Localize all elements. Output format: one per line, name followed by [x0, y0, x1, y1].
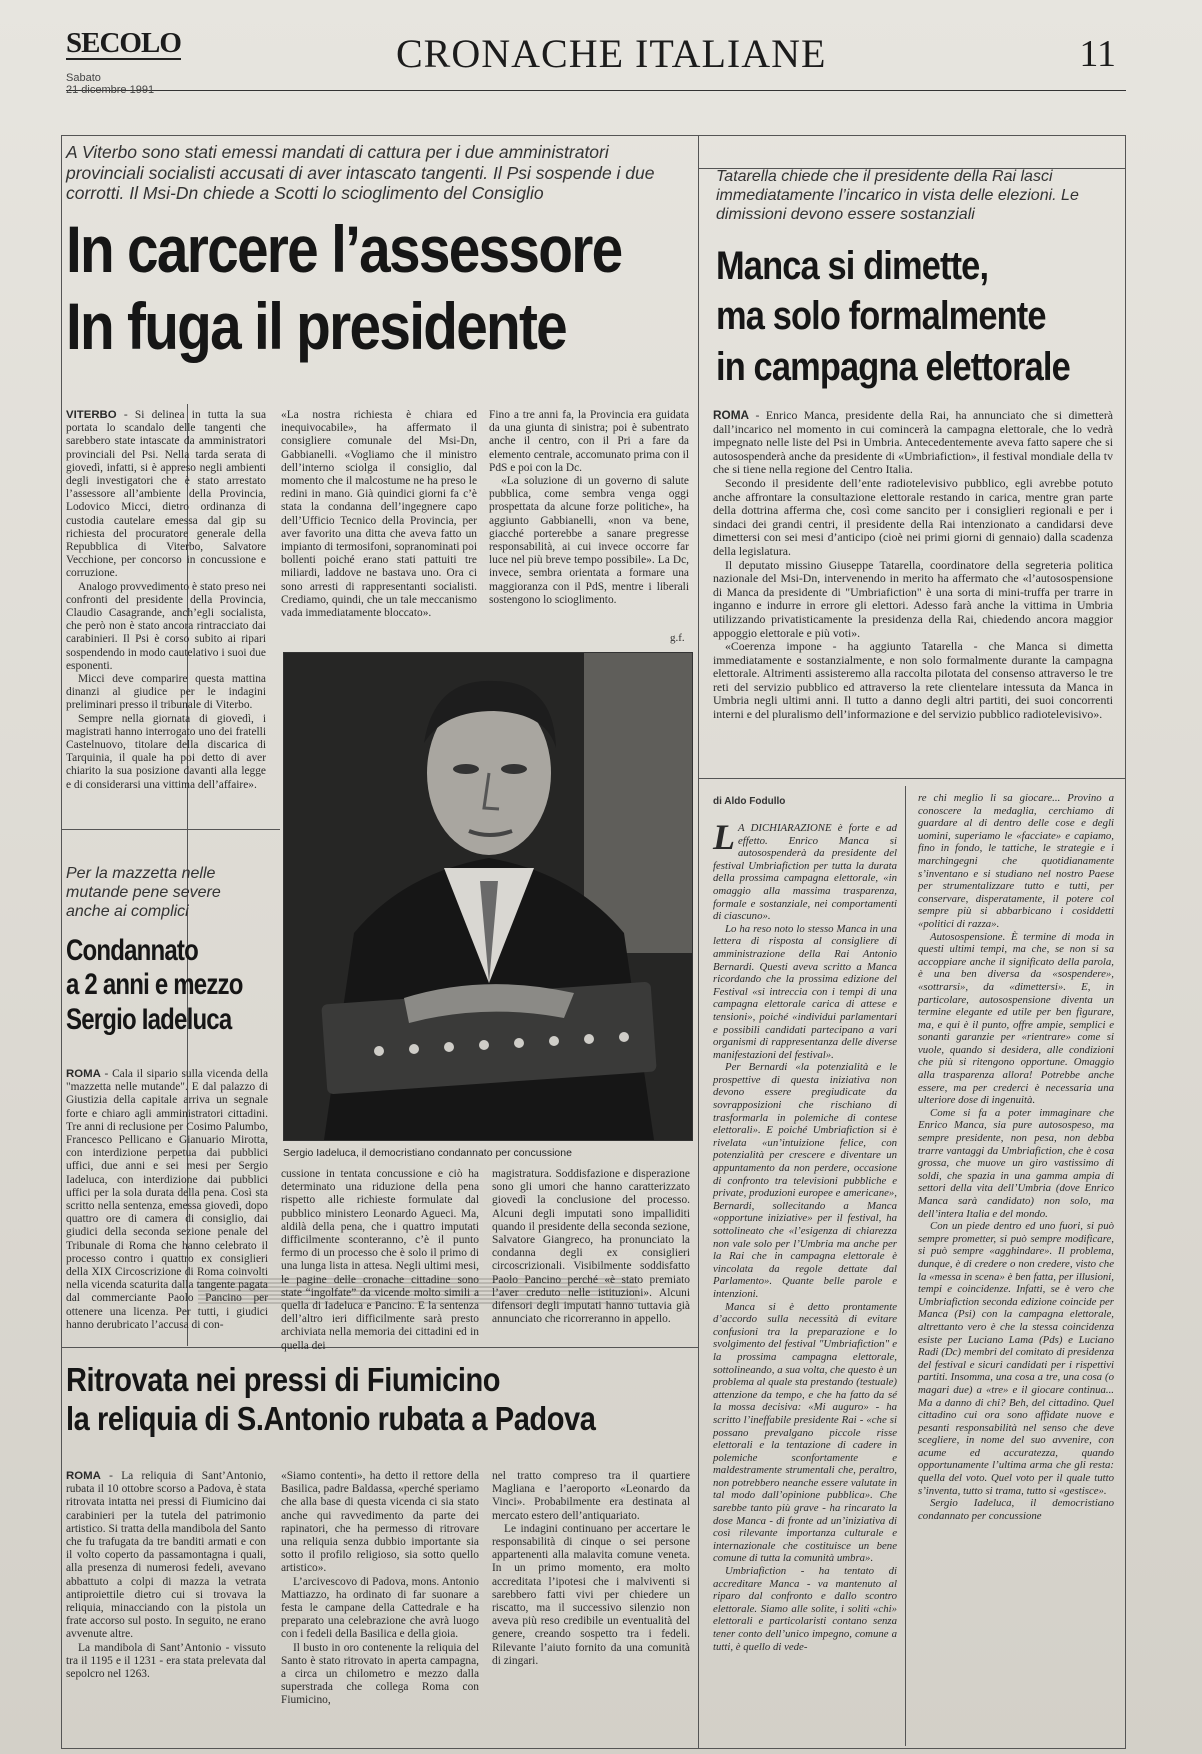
- issue-date: [66, 72, 154, 96]
- paragraph: Come si fa a poter immaginare che Enrico Manca, sia pure autosospeso, ma sempre presidente, non pesa, non debba trarre vantaggi da Umbriafiction, che è cosa grossa, che muove un giro vastissimo di soldi, che spazia in una gamma ampia di settori della vita dell’Umbria (dove Enrico Manca sarà candidato) non solo, ma dell’intera Italia e del mondo.: [918, 1106, 1114, 1220]
- right-title-line3: in campagna elettorale: [716, 345, 1070, 389]
- paragraph: nel tratto compreso tra il quartiere Magliana e l’aeroporto «Leonardo da Vinci». Probabilmente era destinata al mercato estero dell’antiquariato.: [492, 1470, 690, 1522]
- issue-day: Sabato: [66, 72, 101, 84]
- paragraph: La mandibola di Sant’Antonio - vissuto tra il 1195 e il 1231 - era stata prelevata dal sepolcro nel 1263.: [66, 1641, 266, 1681]
- second-kicker: Per la mazzetta nelle mutande pene severe anche ai complici: [66, 865, 221, 920]
- main-col-2: [281, 409, 477, 645]
- paragraph: Micci deve comparire questa mattina dinanzi al giudice per le indagini preliminari presso il tribunale di Viterbo.: [66, 673, 266, 712]
- paragraph: «Coerenza impone - ha aggiunto Tatarella - che Manca si dimetta immediatamente e sostanzialmente, e non solo formalmente durante la campagna elettorale. Altrimenti assisteremo alla raccolta pilotata del consenso attraverso le tre reti del servizio pubblico ed attraverso la rete clientelare intessuta da Manca in Umbria negli ultimi anni. Il tutto a danno degli altri partiti, dei suoi concorrenti interni e del pluralismo dell’informazione e del servizio pubblico radiotelevisivo».: [713, 639, 1113, 722]
- paragraph: VITERBO - Si delinea in tutta la sua portata lo scandalo delle tangenti che sarebbero state intascate da amministratori provinciali del Psi. Nella tarda serata di giovedì, infatti, si è appreso negli ambienti degli investigatori che è stato arrestato l’assessore all’ambiente della Provincia, Lodovico Micci, dietro ordinanza di custodia cautelare emessa dal gip su richiesta del procuratore generale della Repubblica di Viterbo, Salvatore Vecchione, per concorso in concussione e corruzione.: [66, 409, 266, 580]
- main-col-3: [489, 409, 689, 633]
- paragraph: Sempre nella giornata di giovedì, i magistrati hanno interrogato uno dei fratelli Castelnuovo, titolare della discarica di Tarquinia, il quale ha poi detto di aver chiarito la sua posizione davanti alla legge e di considerarsi una vittima dell’affaire».: [66, 712, 266, 791]
- paragraph: ROMA - La reliquia di Sant’Antonio, rubata il 10 ottobre scorso a Padova, è stata ritrovata intatta nei pressi di Fiumicino dai carabinieri per la tutela del patrimonio artistico. Si tratta della mandibola del Santo che fu trafugata da tre banditi armati e con il volto coperto da passamontagna i quali, alla presenza di numerosi fedeli, avevano abbattuto a colpi di mazza la vetrata antiproiettile dietro cui si trovava la reliquia, minacciando con la pistola un frate accorso sul posto. In seguito, ne erano avvenute altre.: [66, 1470, 266, 1641]
- column-divider: [698, 135, 699, 1749]
- second-col-1: [66, 1068, 268, 1340]
- page-number: 11: [1079, 33, 1116, 75]
- main-col-1: [66, 409, 266, 821]
- main-title-line1: In carcere l’assessore: [66, 212, 622, 286]
- paragraph: Le indagini continuano per accertare le responsabilità di cinque o sei persone appartenenti alla malavita comune veneta. In un primo momento, era molto accreditata l’ipotesi che i malviventi si sarebbero fatti vivi per chiedere un riscatto, ma il successivo silenzio non aveva più reso credibile un eventualità del genere, creando sospetto tra i fedeli. Rilevante l’aiuto fornito da una comunità di zingari.: [492, 1522, 690, 1667]
- commentary-col-rule: [905, 786, 906, 1746]
- paragraph: L’arcivescovo di Padova, mons. Antonio Mattiazzo, ha ordinato di far suonare a festa le campane della Cattedrale e ha preparato una celebrazione che avrà luogo con i fedeli della Basilica e della gioia.: [281, 1575, 479, 1641]
- right-title-line1: Manca si dimette,: [716, 244, 989, 288]
- paragraph: Analogo provvedimento è stato preso nei confronti del presidente della Provincia, Claudio Casagrande, anch’egli socialista, che però non è stato ancora rintracciato dai carabinieri. Il Psi è corso subito ai ripari sospendendo in modo cautelativo i suoi due esponenti.: [66, 580, 266, 672]
- paragraph: «Siamo contenti», ha detto il rettore della Basilica, padre Baldassa, «perché speriamo che alla base di questa vicenda ci sia stato anche qui ravvedimento da parte dei rapinatori, che ha permesso di ritrovare una reliquia senza dubbio importante sia sotto il profilo religioso, sia sotto quello artistico».: [281, 1470, 479, 1575]
- dateline: ROMA: [66, 1068, 101, 1080]
- paragraph: Il deputato missino Giuseppe Tatarella, coordinatore della segreteria politica nazionale del Msi-Dn, intervenendo in merito ha affermato che «l’autosospensione di Manca da presidente di "Umbriafiction" è una sorta di mini-truffa per trarre in inganno e indurre in errore gli elettori. Adesso farà anche la vittima in Umbria utilizzando privatisticamente la presidenza della Rai, chiedendo ancora maggior appoggio elettorale e più voti».: [713, 557, 1113, 640]
- paragraph: Manca si è detto prontamente d’accordo sulla necessità di evitare confusioni tra la preparazione e lo svolgimento del festival "Umbriafiction" e la prossima campagna elettorale, sottolineando, a sua volta, che questo è un problema al quale sta prestando (testuale) attenzione da tempo, e che ha fatto da sé la mossa decisiva: «Mi auguro» - ha scritto l’ineffabile presidente Rai - «che si possano prevalgano piccole risse elettorali e la tentazione di cadere in polemiche sconfortamente e maldestramente strumentali che, peraltro, non potrebbero neanche essere valutate in tal modo dall’opinione pubblica». Che sarebbe tanto più grave - ha rincarato la dose Manca - di fronte ad un’iniziativa di così rilevante importanza culturale e internazionale che costituisce un bene comune di tutta la comunità umbra».: [713, 1300, 897, 1565]
- dateline: ROMA: [713, 408, 750, 422]
- author-initials: g.f.: [670, 632, 685, 644]
- drop-cap: L: [713, 817, 735, 857]
- paragraph: ROMA - Cala il sipario sulla vicenda della "mazzetta nelle mutande". E dal palazzo di Giustizia della capitale arriva un segnale forte e chiaro agli amministratori cittadini. Tre anni di reclusione per Cosimo Palumbo, Francesco Pellicano e Gianuario Mirotta, con interdizione perpetua dai pubblici uffici, due anni e sei mesi per Sergio Iadeluca, con interdizione dai pubblici uffici per la sola durata della pena. Così sta scritto nella sentenza, emessa giovedì, dopo quattro ore di camera di consiglio, dai giudici della seconda sezione penale del Tribunale di Roma che hanno celebrato il processo contro i quattro ex consiglieri della XIX Circoscrizione di Roma coinvolti nella vicenda scaturita dalla tangente pagata dal commerciante Paolo Pancino per ottenere una licenza. Per tutti, i giudici hanno derubricato l’accusa di con-: [66, 1068, 268, 1331]
- issue-date-text: 21 dicembre 1991: [66, 84, 155, 96]
- second-title-line1: Condannato: [66, 934, 198, 967]
- paragraph: cussione in tentata concussione e ciò ha determinato una riduzione della pena rispetto alle richieste formulate dal pubblico ministero Leonardo Agueci. Ma, aldilà della pena, che i quattro imputati difficilmente sconteranno, c’è il punto fermo di un processo che è solo il primo di una lunga lista in attesa. Negli ultimi mesi, le pagine delle cronache cittadine sono state “ingolfate” da vicende molto simili a quella di Iadeluca e Pancino. E la sentenza dell’altro ieri difficilmente sarà presto archiviata nella memoria dei cittadini ed in quella dei: [281, 1168, 479, 1352]
- paragraph: «La nostra richiesta è chiara ed inequivocabile», ha affermato il consigliere comunale del Msi-Dn, Gabbianelli. «Vogliamo che il ministro dell’interno sciolga il consiglio, dal momento che il malcostume ne ha preso le redini in mano. Già quindici giorni fa c’è stata la condanna dell’ingegnere capo dell’Ufficio Tecnico della Provincia, per aver favorito una ditta che aveva fatto un impianto di termosifoni, sopranominati poi bollenti poiché erano stati pattuiti tre miliardi, laddove ne bastava uno. Ora ci sono arresti di rappresentanti socialisti. Crediamo, quindi, che un tale meccanismo vada immediatamente bloccato».: [281, 409, 477, 620]
- paragraph: Il busto in oro contenente la reliquia del Santo è stato ritrovato in aperta campagna, a circa un chilometro e mezzo dalla superstrada che collega Roma con Fiumicino,: [281, 1641, 479, 1707]
- paragraph: Autosospensione. È termine di moda in questi ultimi tempi, ma che, se non si sa accoppiare anche il significato della parola, è una ben diversa da «sospendere», «sottrarsi», da «dimettersi». E, in particolare, autosospensione diventa un termine elegante ed utile per ben figurare, ma, e qui è il punto, offre ampie, semplici e sonanti garanzie per «rientrare» come si vuole, quando si desidera, alle condizioni che più si ritengono opportune. Omaggio alla trasparenza allora! Potrebbe anche essere, ma per crederci è necessaria una ulteriore dose di ingenuità.: [918, 930, 1114, 1107]
- paragraph: Umbriafiction - ha tentato di accreditare Manca - va mantenuto al riparo dal confronto e dallo scontro elettorale. Siamo alle solite, i soliti «chi» elettorali e particolaristi contano senza tener conto dell’unico impegno, comune a tutti, è quello di vede-: [713, 1565, 897, 1653]
- dateline: ROMA: [66, 1470, 101, 1482]
- portrait-illustration: [284, 653, 692, 1140]
- third-col-1: [66, 1470, 266, 1740]
- paragraph: Sergio Iadeluca, il democristiano condannato per concussione: [918, 1497, 1114, 1522]
- paragraph: magistratura. Soddisfazione e disperazione sono gli umori che hanno caratterizzato giovedì la conclusione del processo. Alcuni degli imputati sono impalliditi quando il presidente della seconda sezione, Salvatore Giangreco, ha pronunciato la condanna degli ex consiglieri circoscrizionali. Visibilmente soddisfatto Paolo Pancino perché «è stato premiato l’aver creduto nelle istituzioni». Alcuni difensori degli imputati hanno tuttavia già annunciato che ricorreranno in appello.: [492, 1168, 690, 1326]
- dateline: VITERBO: [66, 409, 117, 421]
- second-title-line3: Sergio Iadeluca: [66, 1003, 232, 1036]
- photo-caption: Sergio Iadeluca, il democristiano condannato per concussione: [283, 1147, 572, 1159]
- right-title-line2: ma solo formalmente: [716, 294, 1046, 338]
- right-kicker: Tatarella chiede che il presidente della Rai lasci immediatamente l’incarico in vista delle elezioni. Le dimissioni devono essere sostanziali: [716, 168, 1079, 223]
- third-title-line2: la reliquia di S.Antonio rubata a Padova: [66, 1400, 596, 1437]
- commentary-col-1: [713, 817, 897, 1744]
- right-article-body: [713, 409, 1113, 771]
- commentary-col-2: [918, 792, 1114, 1744]
- second-title-line2: a 2 anni e mezzo: [66, 968, 243, 1001]
- third-col-2: [281, 1470, 479, 1740]
- main-kicker: A Viterbo sono stati emessi mandati di cattura per i due amministratori provinciali socialisti accusati di aver intascato tangenti. Il Psi sospende i due corrotti. Il Msi-Dn chiede a Scotti lo scioglimento del Consiglio: [66, 142, 655, 204]
- third-col-3: [492, 1470, 690, 1740]
- masthead: [66, 27, 1126, 96]
- third-title-line1: Ritrovata nei pressi di Fiumicino: [66, 1361, 501, 1398]
- left-col-divider: [62, 829, 280, 830]
- paragraph: Con un piede dentro ed uno fuori, si può sempre prometter, si può sempre modificare, si può sempre «agghindare». Il problema, dunque, è di credere o non credere, visto che la «messa in scena» è ben fatta, per illusioni, tempi e coincidenze. Infatti, se è vero che Umbriafiction seconda edizione coincide per Manca (Psi) con la campagna elettorale, altrettanto vero è che la stessa coincidenza esiste per Luciano Lama (Pds) e Luciano Radi (Dc) membri del comitato di presidenza del festival e sicuri candidati per i rispettivi partiti. Insomma, una cosa a tre, una cosa (o magari due) a «tre» e il giocare continua... Ma a danno di chi? Beh, del cittadino. Quel cittadino cui ora sono affidate nuove e pesanti responsabilità nel senso che deve scegliere, in nome del suo avvenire, con acume ed accuratezza, quando opportunamente l’ultima arma che gli resta: quella del voto. Quel voto per il quale tutto s’inventa, tutto si trama, tutto si «gestisce».: [918, 1220, 1114, 1497]
- paragraph: Lo ha reso noto lo stesso Manca in una lettera di risposta al consigliere di amministrazione della Rai Antonio Bernardi. Questi aveva scritto a Manca ricordando che la prossima edizione del Festival «si intreccia con i tempi di una campagna elettorale carica di attese e tensioni», poiché «individui parlamentari e possibili candidati partecipano a vari organismi di rappresentanza delle diverse manifestazioni del festival».: [713, 922, 897, 1061]
- newspaper-logo: SECOLO: [66, 27, 181, 59]
- paragraph: ROMA - Enrico Manca, presidente della Rai, ha annunciato che si dimetterà dall’incarico nel momento in cui comincerà la campagna elettorale, che lo vedrà impegnato nelle liste del Psi in Umbria. Antecedentemente aveva fatto sapere che si autosospenderà anche da presidente di «Umbriafiction», il festival mondiale della tv che si tiene nella regione del Centro Italia.: [713, 408, 1113, 477]
- second-col-3: [492, 1168, 690, 1340]
- paragraph: Fino a tre anni fa, la Provincia era guidata da una giunta di sinistra; poi è subentrato anche il centro, con il Pri a fare da elemento centrale, accomunato prima con il PdS e poi con la Dc.: [489, 409, 689, 474]
- main-title-line2: In fuga il presidente: [66, 289, 567, 363]
- portrait-photo: [283, 652, 693, 1141]
- section-title: CRONACHE ITALIANE: [396, 31, 827, 76]
- paragraph: «La soluzione di un governo di salute pubblica, come sembra venga oggi prospettata da alcune forze politiche», ha aggiunto Gabbianelli, «non va bene, giacché porterebbe a sanare pregresse responsabilità, ai cui invece occorre far luce nel più breve tempo possibile». La Dc, invece, sembra orientata a formare una maggioranza con il PdS, mentre i liberali sostengono lo scioglimento.: [489, 475, 689, 606]
- paragraph: Secondo il presidente dell’ente radiotelevisivo pubblico, egli avrebbe potuto anche affrontare la consultazione elettorale restando in carica, mentre gran parte della dottrina afferma che, così come sancito per i consiglieri regionali e per i sindaci dei grandi centri, il presidente della Rai intenzionato a candidarsi deve dimettersi con sei mesi d’anticipo (cioè nei primi giorni di gennaio) dalla scadenza della legislatura.: [713, 475, 1113, 558]
- second-col-2: [281, 1168, 479, 1352]
- right-article-divider: [698, 778, 1125, 779]
- paragraph: Per Bernardi «la potenzialità e le prospettive di questa iniziativa non devono essere pregiudicate da sovrapposizioni che rischiano di trasformarla in polemiche di contese elettorali». E poiché Umbriafiction si è rivelata «un’intuizione felice, con potenzialità per crescere e diventare un appuntamento da non perdere, occasione di confronto tra televisioni pubbliche e private, produzioni europee e americane», Bernardi, sollecitando a Manca «opportune iniziative» per il festival, ha sottolineato che «l’esigenza di chiarezza non vale solo per l’Umbria ma anche per la Rai che in campagna elettorale è vincolata da regole dettate dal Parlamento». Quante belle parole e intenzioni.: [713, 1061, 897, 1300]
- paragraph: re chi meglio li sa giocare... Provino a conoscere la medaglia, cerchiamo di guardare al di dentro delle cose e degli uomini, superiamo le «facciate» e capiamo, fino in fondo, le tattiche, le strategie e i marchingegni che quotidianamente s’inventano e si studiano nel nostro Paese per strumentalizzare tutto e tutti, per conservare, disperatamente, il potere col sempre più si abbarbicano i cosiddetti «politici di razza».: [918, 792, 1114, 930]
- paragraph: L A DICHIARAZIONE è forte e ad effetto. Enrico Manca si autosospenderà da presidente del festival Umbriafiction per tutta la durata della prossima campagna elettorale, «in omaggio alla massima trasparenza, formale e sostanziale, nei comportamenti di ciascuno».: [713, 817, 897, 923]
- commentary-byline: di Aldo Fodullo: [713, 796, 786, 807]
